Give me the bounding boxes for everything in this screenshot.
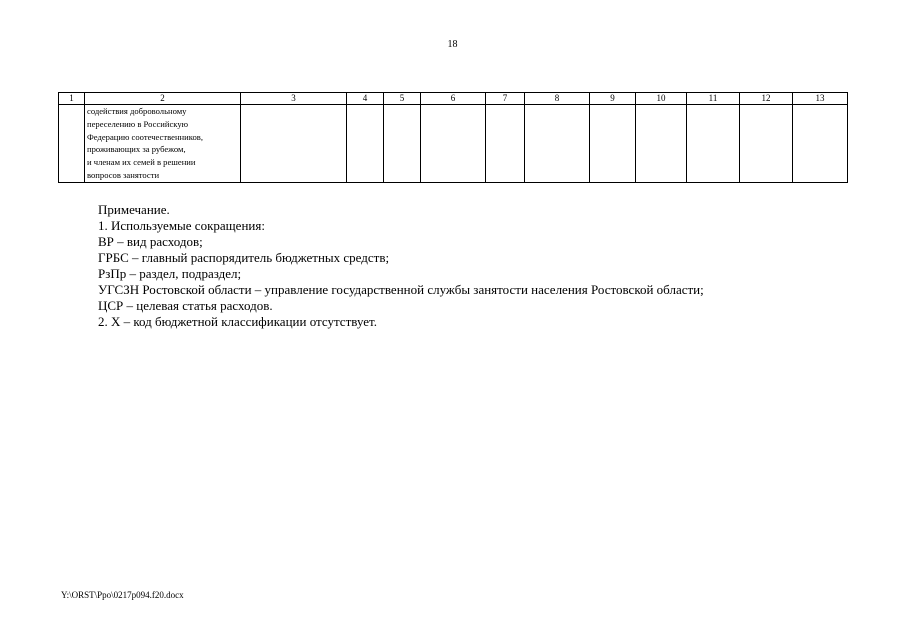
table-header-row (59, 93, 848, 105)
column-header: 7 (486, 93, 525, 105)
table-cell (486, 105, 525, 183)
column-header: 13 (793, 93, 848, 105)
table-cell (687, 105, 740, 183)
description-line: и членам их семей в решении (87, 157, 196, 168)
table-cell (421, 105, 486, 183)
footer-file-path: Y:\ORST\Ppo\0217p094.f20.docx (61, 590, 184, 600)
table-cell (59, 105, 85, 183)
notes-title: Примечание. (98, 202, 170, 217)
table-cell (525, 105, 590, 183)
column-header: 4 (347, 93, 384, 105)
note-line: УГСЗН Ростовской области – управление государственной службы занятости населения Ростовской области; (98, 282, 704, 297)
column-header: 6 (421, 93, 486, 105)
column-header: 2 (85, 93, 241, 105)
note-line: ГРБС – главный распорядитель бюджетных средств; (98, 250, 390, 265)
table-cell (384, 105, 421, 183)
row-description-cell (85, 105, 241, 183)
column-header: 5 (384, 93, 421, 105)
column-header: 3 (241, 93, 347, 105)
note-line: 1. Используемые сокращения: (98, 218, 265, 233)
notes-section (98, 202, 878, 330)
note-line: ЦСР – целевая статья расходов. (98, 298, 273, 313)
column-header: 8 (525, 93, 590, 105)
table-cell (740, 105, 793, 183)
description-line: переселению в Российскую (87, 118, 189, 129)
table-cell (793, 105, 848, 183)
table-cell (347, 105, 384, 183)
column-header: 11 (687, 93, 740, 105)
column-header: 1 (59, 93, 85, 105)
column-header: 12 (740, 93, 793, 105)
table-cell (241, 105, 347, 183)
description-line: проживающих за рубежом, (87, 144, 186, 155)
column-header: 9 (590, 93, 636, 105)
description-line: содействия добровольному (87, 106, 187, 116)
description-line: Федерацию соотечественников, (87, 131, 203, 142)
page-number: 18 (447, 39, 458, 50)
budget-table (58, 92, 848, 183)
note-line: 2. Х – код бюджетной классификации отсутствует. (98, 314, 378, 329)
note-line: ВР – вид расходов; (98, 234, 203, 249)
description-line: вопросов занятости (87, 169, 160, 180)
table-cell (636, 105, 687, 183)
table-cell (590, 105, 636, 183)
column-header: 10 (636, 93, 687, 105)
note-line: РзПр – раздел, подраздел; (98, 266, 242, 281)
table-row (59, 105, 848, 183)
